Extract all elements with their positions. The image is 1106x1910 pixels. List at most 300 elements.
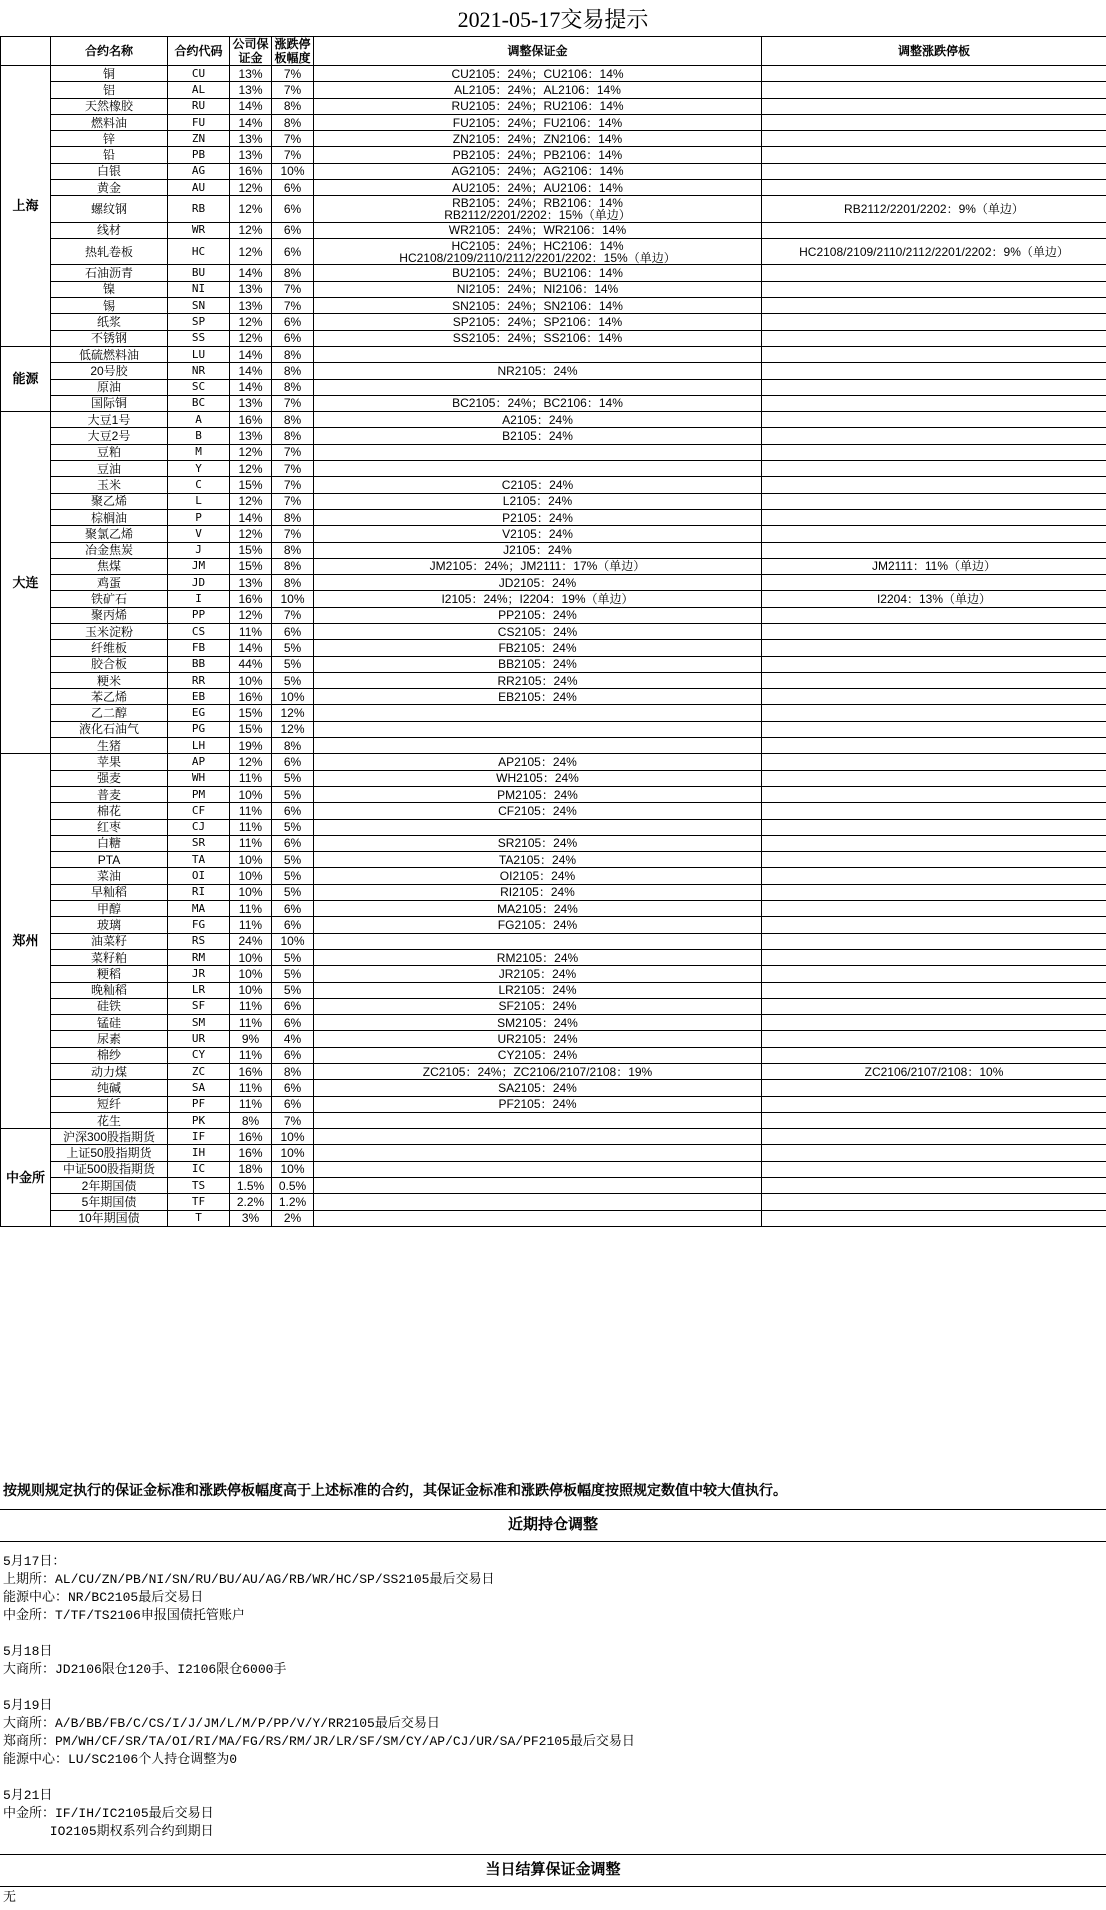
adjusted-margin-cell: JM2105：24%；JM2111：17%（单边） bbox=[314, 558, 762, 574]
adjusted-margin-cell: SS2105：24%；SS2106：14% bbox=[314, 330, 762, 346]
price-limit-cell: 8% bbox=[272, 114, 314, 130]
contract-name-cell: 锰硅 bbox=[51, 1015, 168, 1031]
price-limit-cell: 5% bbox=[272, 868, 314, 884]
company-margin-cell: 1.5% bbox=[230, 1178, 272, 1194]
table-row bbox=[1, 239, 1106, 265]
adjusted-margin-cell: PB2105：24%；PB2106：14% bbox=[314, 147, 762, 163]
table-row bbox=[1, 461, 1106, 477]
adjusted-limit-cell bbox=[762, 868, 1106, 884]
table-row bbox=[1, 395, 1106, 411]
table-row bbox=[1, 265, 1106, 281]
adjusted-limit-cell bbox=[762, 265, 1106, 281]
contract-code-cell: AL bbox=[168, 82, 230, 98]
adjusted-limit-cell bbox=[762, 949, 1106, 965]
price-limit-cell: 8% bbox=[272, 98, 314, 114]
contract-code-cell: EB bbox=[168, 689, 230, 705]
price-limit-cell: 8% bbox=[272, 542, 314, 558]
adjusted-limit-cell bbox=[762, 1015, 1106, 1031]
company-margin-cell: 13% bbox=[230, 575, 272, 591]
company-margin-cell: 15% bbox=[230, 558, 272, 574]
table-row bbox=[1, 982, 1106, 998]
contract-name-cell: 上证50股指期货 bbox=[51, 1145, 168, 1161]
adjusted-limit-cell bbox=[762, 1178, 1106, 1194]
adjusted-limit-cell bbox=[762, 444, 1106, 460]
table-row bbox=[1, 656, 1106, 672]
adjusted-margin-cell: CY2105：24% bbox=[314, 1047, 762, 1063]
adjusted-margin-cell: ZN2105：24%；ZN2106：14% bbox=[314, 131, 762, 147]
adjusted-margin-cell: RU2105：24%；RU2106：14% bbox=[314, 98, 762, 114]
company-margin-cell: 11% bbox=[230, 901, 272, 917]
table-row bbox=[1, 640, 1106, 656]
adjusted-limit-cell: RB2112/2201/2202：9%（单边） bbox=[762, 196, 1106, 222]
adjusted-limit-cell bbox=[762, 526, 1106, 542]
contract-code-cell: RI bbox=[168, 884, 230, 900]
price-limit-cell: 7% bbox=[272, 607, 314, 623]
table-row bbox=[1, 346, 1106, 362]
table-row bbox=[1, 526, 1106, 542]
adjusted-limit-cell bbox=[762, 180, 1106, 196]
adjusted-margin-cell: AU2105：24%；AU2106：14% bbox=[314, 180, 762, 196]
contract-code-cell: A bbox=[168, 412, 230, 428]
contract-code-cell: T bbox=[168, 1210, 230, 1226]
adjusted-limit-cell: JM2111：11%（单边） bbox=[762, 558, 1106, 574]
table-row bbox=[1, 222, 1106, 238]
contract-name-cell: 10年期国债 bbox=[51, 1210, 168, 1226]
adjusted-margin-cell: C2105：24% bbox=[314, 477, 762, 493]
table-row bbox=[1, 738, 1106, 754]
contract-code-cell: FG bbox=[168, 917, 230, 933]
exchange-cell: 郑州 bbox=[1, 754, 51, 1129]
price-limit-cell: 6% bbox=[272, 623, 314, 639]
table-row bbox=[1, 901, 1106, 917]
notice-line: 大商所：JD2106限仓120手、I2106限仓6000手 bbox=[3, 1662, 287, 1677]
adjusted-margin-cell: LR2105：24% bbox=[314, 982, 762, 998]
notice-block bbox=[0, 1787, 1106, 1841]
adjusted-limit-cell bbox=[762, 819, 1106, 835]
company-margin-cell: 11% bbox=[230, 770, 272, 786]
company-margin-cell: 14% bbox=[230, 379, 272, 395]
company-margin-cell: 11% bbox=[230, 1096, 272, 1112]
contract-code-cell: RS bbox=[168, 933, 230, 949]
contract-name-cell: 玉米 bbox=[51, 477, 168, 493]
table-row bbox=[1, 933, 1106, 949]
adjusted-limit-cell bbox=[762, 640, 1106, 656]
price-limit-cell: 6% bbox=[272, 754, 314, 770]
contract-code-cell: WR bbox=[168, 222, 230, 238]
company-margin-cell: 18% bbox=[230, 1161, 272, 1177]
price-limit-cell: 7% bbox=[272, 298, 314, 314]
adjusted-limit-cell bbox=[762, 363, 1106, 379]
contract-name-cell: 沪深300股指期货 bbox=[51, 1129, 168, 1145]
contract-name-cell: 乙二醇 bbox=[51, 705, 168, 721]
adjusted-margin-cell bbox=[314, 1129, 762, 1145]
price-limit-cell: 5% bbox=[272, 982, 314, 998]
contract-name-cell: 20号胶 bbox=[51, 363, 168, 379]
contract-name-cell: 5年期国债 bbox=[51, 1194, 168, 1210]
table-row bbox=[1, 1112, 1106, 1128]
adjusted-limit-cell bbox=[762, 147, 1106, 163]
table-row bbox=[1, 1064, 1106, 1080]
contract-name-cell: 晚籼稻 bbox=[51, 982, 168, 998]
contract-code-cell: P bbox=[168, 509, 230, 525]
contract-name-cell: 大豆2号 bbox=[51, 428, 168, 444]
price-limit-cell: 5% bbox=[272, 770, 314, 786]
price-limit-cell: 5% bbox=[272, 786, 314, 802]
company-margin-cell: 13% bbox=[230, 66, 272, 82]
adjusted-margin-cell bbox=[314, 1161, 762, 1177]
adjusted-margin-cell: PM2105：24% bbox=[314, 786, 762, 802]
company-margin-cell: 19% bbox=[230, 738, 272, 754]
adjusted-limit-cell bbox=[762, 982, 1106, 998]
contract-name-cell: 菜油 bbox=[51, 868, 168, 884]
price-limit-cell: 10% bbox=[272, 591, 314, 607]
company-margin-cell: 13% bbox=[230, 428, 272, 444]
header-code: 合约代码 bbox=[168, 37, 230, 66]
adjusted-margin-cell: BB2105：24% bbox=[314, 656, 762, 672]
company-margin-cell: 14% bbox=[230, 640, 272, 656]
price-limit-cell: 8% bbox=[272, 1064, 314, 1080]
contract-code-cell: V bbox=[168, 526, 230, 542]
adjusted-limit-cell bbox=[762, 835, 1106, 851]
company-margin-cell: 13% bbox=[230, 82, 272, 98]
table-row bbox=[1, 998, 1106, 1014]
contract-code-cell: FU bbox=[168, 114, 230, 130]
company-margin-cell: 8% bbox=[230, 1112, 272, 1128]
section-position-adjustment bbox=[0, 1509, 1106, 1541]
table-row bbox=[1, 770, 1106, 786]
exchange-cell: 上海 bbox=[1, 66, 51, 347]
contract-code-cell: AG bbox=[168, 163, 230, 179]
adjusted-limit-cell bbox=[762, 66, 1106, 82]
adjusted-margin-cell: NI2105：24%；NI2106：14% bbox=[314, 281, 762, 297]
adjusted-margin-cell: J2105：24% bbox=[314, 542, 762, 558]
company-margin-cell: 13% bbox=[230, 131, 272, 147]
contract-code-cell: RB bbox=[168, 196, 230, 222]
adjusted-margin-cell: SP2105：24%；SP2106：14% bbox=[314, 314, 762, 330]
table-row bbox=[1, 1015, 1106, 1031]
contract-name-cell: 棕榈油 bbox=[51, 509, 168, 525]
price-limit-cell: 7% bbox=[272, 395, 314, 411]
contract-name-cell: 动力煤 bbox=[51, 1064, 168, 1080]
price-limit-cell: 12% bbox=[272, 705, 314, 721]
adjusted-margin-cell: BC2105：24%；BC2106：14% bbox=[314, 395, 762, 411]
adjusted-limit-cell bbox=[762, 509, 1106, 525]
contract-code-cell: PG bbox=[168, 721, 230, 737]
table-row bbox=[1, 1194, 1106, 1210]
table-row bbox=[1, 1178, 1106, 1194]
section-title: 当日结算保证金调整 bbox=[485, 1861, 621, 1878]
notice-line: 能源中心：NR/BC2105最后交易日 bbox=[3, 1590, 204, 1605]
contract-code-cell: PB bbox=[168, 147, 230, 163]
contract-name-cell: 粳稻 bbox=[51, 966, 168, 982]
adjusted-margin-line: RB2105：24%；RB2106：14% bbox=[452, 196, 623, 211]
table-row bbox=[1, 147, 1106, 163]
adjusted-limit-cell bbox=[762, 82, 1106, 98]
notice-date: 5月21日 bbox=[3, 1788, 53, 1803]
adjusted-limit-cell: HC2108/2109/2110/2112/2201/2202：9%（单边） bbox=[762, 239, 1106, 265]
contract-code-cell: MA bbox=[168, 901, 230, 917]
company-margin-cell: 24% bbox=[230, 933, 272, 949]
company-margin-cell: 11% bbox=[230, 819, 272, 835]
price-limit-cell: 5% bbox=[272, 966, 314, 982]
adjusted-limit-cell bbox=[762, 656, 1106, 672]
contract-code-cell: LR bbox=[168, 982, 230, 998]
table-row bbox=[1, 966, 1106, 982]
section-title: 近期持仓调整 bbox=[507, 1516, 598, 1533]
table-row bbox=[1, 542, 1106, 558]
price-limit-cell: 7% bbox=[272, 1112, 314, 1128]
adjusted-limit-cell bbox=[762, 461, 1106, 477]
contract-code-cell: IH bbox=[168, 1145, 230, 1161]
table-row bbox=[1, 623, 1106, 639]
adjusted-limit-cell bbox=[762, 281, 1106, 297]
adjusted-limit-cell bbox=[762, 395, 1106, 411]
company-margin-cell: 3% bbox=[230, 1210, 272, 1226]
contract-code-cell: PP bbox=[168, 607, 230, 623]
adjusted-margin-cell bbox=[314, 346, 762, 362]
adjusted-limit-cell bbox=[762, 852, 1106, 868]
table-row bbox=[1, 689, 1106, 705]
adjusted-limit-cell bbox=[762, 1194, 1106, 1210]
company-margin-cell: 10% bbox=[230, 982, 272, 998]
contract-code-cell: SF bbox=[168, 998, 230, 1014]
adjusted-margin-cell: TA2105：24% bbox=[314, 852, 762, 868]
table-row bbox=[1, 66, 1106, 82]
contract-name-cell: 国际铜 bbox=[51, 395, 168, 411]
adjusted-margin-cell: OI2105：24% bbox=[314, 868, 762, 884]
company-margin-cell: 14% bbox=[230, 346, 272, 362]
adjusted-limit-cell bbox=[762, 298, 1106, 314]
notice-date: 5月18日 bbox=[3, 1644, 53, 1659]
contract-name-cell: 苹果 bbox=[51, 754, 168, 770]
table-row bbox=[1, 412, 1106, 428]
company-margin-cell: 10% bbox=[230, 949, 272, 965]
company-margin-cell: 12% bbox=[230, 526, 272, 542]
price-limit-cell: 7% bbox=[272, 131, 314, 147]
company-margin-cell: 10% bbox=[230, 852, 272, 868]
price-limit-cell: 7% bbox=[272, 526, 314, 542]
header-adj-limit: 调整涨跌停板 bbox=[762, 37, 1106, 66]
adjusted-limit-cell bbox=[762, 412, 1106, 428]
contract-code-cell: B bbox=[168, 428, 230, 444]
adjusted-margin-cell bbox=[314, 721, 762, 737]
adjusted-margin-cell: JD2105：24% bbox=[314, 575, 762, 591]
company-margin-cell: 11% bbox=[230, 835, 272, 851]
adjusted-limit-cell bbox=[762, 966, 1106, 982]
contract-name-cell: 黄金 bbox=[51, 180, 168, 196]
contract-code-cell: AP bbox=[168, 754, 230, 770]
adjusted-margin-cell: PP2105：24% bbox=[314, 607, 762, 623]
contract-code-cell: BB bbox=[168, 656, 230, 672]
price-limit-cell: 6% bbox=[272, 1096, 314, 1112]
contract-name-cell: 菜籽粕 bbox=[51, 949, 168, 965]
settlement-margin-text: 无 bbox=[3, 1890, 17, 1905]
adjusted-margin-cell: SR2105：24% bbox=[314, 835, 762, 851]
contract-name-cell: 2年期国债 bbox=[51, 1178, 168, 1194]
adjusted-margin-cell: RR2105：24% bbox=[314, 672, 762, 688]
adjusted-margin-cell: B2105：24% bbox=[314, 428, 762, 444]
price-limit-cell: 5% bbox=[272, 852, 314, 868]
company-margin-cell: 15% bbox=[230, 705, 272, 721]
adjusted-limit-cell: ZC2106/2107/2108：10% bbox=[762, 1064, 1106, 1080]
adjusted-margin-cell bbox=[314, 1194, 762, 1210]
contract-name-cell: 甲醇 bbox=[51, 901, 168, 917]
contract-name-cell: 棉花 bbox=[51, 803, 168, 819]
company-margin-cell: 11% bbox=[230, 917, 272, 933]
contract-code-cell: ZC bbox=[168, 1064, 230, 1080]
adjusted-margin-cell bbox=[314, 196, 762, 222]
price-limit-cell: 7% bbox=[272, 444, 314, 460]
adjusted-limit-cell bbox=[762, 705, 1106, 721]
price-limit-cell: 5% bbox=[272, 640, 314, 656]
company-margin-cell: 12% bbox=[230, 180, 272, 196]
margin-table bbox=[0, 36, 1106, 1227]
price-limit-cell: 6% bbox=[272, 196, 314, 222]
contract-code-cell: JR bbox=[168, 966, 230, 982]
price-limit-cell: 8% bbox=[272, 346, 314, 362]
price-limit-cell: 8% bbox=[272, 428, 314, 444]
contract-code-cell: BC bbox=[168, 395, 230, 411]
adjusted-margin-line: HC2108/2109/2110/2112/2201/2202：15%（单边） bbox=[399, 250, 676, 265]
table-row bbox=[1, 803, 1106, 819]
table-row bbox=[1, 1161, 1106, 1177]
adjusted-limit-cell bbox=[762, 770, 1106, 786]
price-limit-cell: 6% bbox=[272, 314, 314, 330]
adjusted-margin-cell bbox=[314, 819, 762, 835]
adjusted-limit-cell bbox=[762, 1096, 1106, 1112]
adjusted-margin-cell bbox=[314, 444, 762, 460]
table-row bbox=[1, 314, 1106, 330]
contract-name-cell: 花生 bbox=[51, 1112, 168, 1128]
adjusted-margin-cell: EB2105：24% bbox=[314, 689, 762, 705]
adjusted-margin-cell: SN2105：24%；SN2106：14% bbox=[314, 298, 762, 314]
contract-code-cell: Y bbox=[168, 461, 230, 477]
table-row bbox=[1, 1031, 1106, 1047]
adjusted-limit-cell bbox=[762, 1129, 1106, 1145]
company-margin-cell: 44% bbox=[230, 656, 272, 672]
rule-note-text: 按规则规定执行的保证金标准和涨跌停板幅度高于上述标准的合约，其保证金标准和涨跌停板幅度按照规定数值中较大值执行。 bbox=[3, 1482, 787, 1498]
adjusted-margin-cell: L2105：24% bbox=[314, 493, 762, 509]
contract-code-cell: RU bbox=[168, 98, 230, 114]
price-limit-cell: 5% bbox=[272, 672, 314, 688]
adjusted-margin-cell: NR2105：24% bbox=[314, 363, 762, 379]
contract-name-cell: 铜 bbox=[51, 66, 168, 82]
adjusted-margin-cell: WH2105：24% bbox=[314, 770, 762, 786]
adjusted-limit-cell bbox=[762, 754, 1106, 770]
company-margin-cell: 11% bbox=[230, 1047, 272, 1063]
adjusted-limit-cell bbox=[762, 672, 1106, 688]
adjusted-limit-cell bbox=[762, 803, 1106, 819]
adjusted-margin-cell: SA2105：24% bbox=[314, 1080, 762, 1096]
price-limit-cell: 6% bbox=[272, 180, 314, 196]
table-row bbox=[1, 917, 1106, 933]
price-limit-cell: 6% bbox=[272, 239, 314, 265]
table-row bbox=[1, 1047, 1106, 1063]
adjusted-margin-cell: P2105：24% bbox=[314, 509, 762, 525]
adjusted-margin-cell bbox=[314, 738, 762, 754]
contract-code-cell: J bbox=[168, 542, 230, 558]
table-row bbox=[1, 196, 1106, 222]
price-limit-cell: 8% bbox=[272, 575, 314, 591]
table-row bbox=[1, 884, 1106, 900]
contract-name-cell: 短纤 bbox=[51, 1096, 168, 1112]
adjusted-margin-cell bbox=[314, 1178, 762, 1194]
contract-name-cell: 玉米淀粉 bbox=[51, 623, 168, 639]
price-limit-cell: 7% bbox=[272, 147, 314, 163]
price-limit-cell: 0.5% bbox=[272, 1178, 314, 1194]
price-limit-cell: 10% bbox=[272, 1161, 314, 1177]
contract-name-cell: 铝 bbox=[51, 82, 168, 98]
contract-name-cell: 铁矿石 bbox=[51, 591, 168, 607]
company-margin-cell: 12% bbox=[230, 314, 272, 330]
company-margin-cell: 14% bbox=[230, 363, 272, 379]
table-row bbox=[1, 98, 1106, 114]
contract-code-cell: PM bbox=[168, 786, 230, 802]
adjusted-margin-cell bbox=[314, 705, 762, 721]
header-name: 合约名称 bbox=[51, 37, 168, 66]
header-margin: 公司保证金 bbox=[230, 37, 272, 66]
contract-name-cell: 油菜籽 bbox=[51, 933, 168, 949]
price-limit-cell: 6% bbox=[272, 901, 314, 917]
adjusted-limit-cell bbox=[762, 575, 1106, 591]
contract-code-cell: EG bbox=[168, 705, 230, 721]
adjusted-limit-cell bbox=[762, 477, 1106, 493]
notice-line: 上期所：AL/CU/ZN/PB/NI/SN/RU/BU/AU/AG/RB/WR/HC/SP/SS2105最后交易日 bbox=[3, 1572, 495, 1587]
company-margin-cell: 13% bbox=[230, 298, 272, 314]
price-limit-cell: 5% bbox=[272, 884, 314, 900]
contract-name-cell: 豆粕 bbox=[51, 444, 168, 460]
price-limit-cell: 8% bbox=[272, 265, 314, 281]
table-row bbox=[1, 1145, 1106, 1161]
table-row bbox=[1, 509, 1106, 525]
contract-code-cell: BU bbox=[168, 265, 230, 281]
contract-code-cell: LH bbox=[168, 738, 230, 754]
price-limit-cell: 8% bbox=[272, 558, 314, 574]
contract-name-cell: 纸浆 bbox=[51, 314, 168, 330]
contract-code-cell: AU bbox=[168, 180, 230, 196]
adjusted-limit-cell bbox=[762, 1145, 1106, 1161]
contract-name-cell: 纯碱 bbox=[51, 1080, 168, 1096]
price-limit-cell: 8% bbox=[272, 412, 314, 428]
adjusted-margin-cell: RM2105：24% bbox=[314, 949, 762, 965]
contract-name-cell: 不锈钢 bbox=[51, 330, 168, 346]
table-row bbox=[1, 721, 1106, 737]
contract-code-cell: JM bbox=[168, 558, 230, 574]
table-row bbox=[1, 835, 1106, 851]
company-margin-cell: 15% bbox=[230, 477, 272, 493]
company-margin-cell: 16% bbox=[230, 1145, 272, 1161]
table-row bbox=[1, 852, 1106, 868]
contract-name-cell: 胶合板 bbox=[51, 656, 168, 672]
price-limit-cell: 1.2% bbox=[272, 1194, 314, 1210]
contract-name-cell: 白糖 bbox=[51, 835, 168, 851]
header-adj-margin: 调整保证金 bbox=[314, 37, 762, 66]
contract-code-cell: M bbox=[168, 444, 230, 460]
adjusted-margin-cell: FB2105：24% bbox=[314, 640, 762, 656]
table-row bbox=[1, 131, 1106, 147]
adjusted-limit-cell bbox=[762, 884, 1106, 900]
contract-name-cell: 聚乙烯 bbox=[51, 493, 168, 509]
price-limit-cell: 8% bbox=[272, 379, 314, 395]
table-row bbox=[1, 754, 1106, 770]
adjusted-margin-cell: FU2105：24%；FU2106：14% bbox=[314, 114, 762, 130]
contract-code-cell: SS bbox=[168, 330, 230, 346]
notice-date: 5月17日： bbox=[3, 1554, 66, 1569]
price-limit-cell: 10% bbox=[272, 689, 314, 705]
contract-name-cell: 聚丙烯 bbox=[51, 607, 168, 623]
contract-name-cell: 鸡蛋 bbox=[51, 575, 168, 591]
contract-name-cell: 豆油 bbox=[51, 461, 168, 477]
